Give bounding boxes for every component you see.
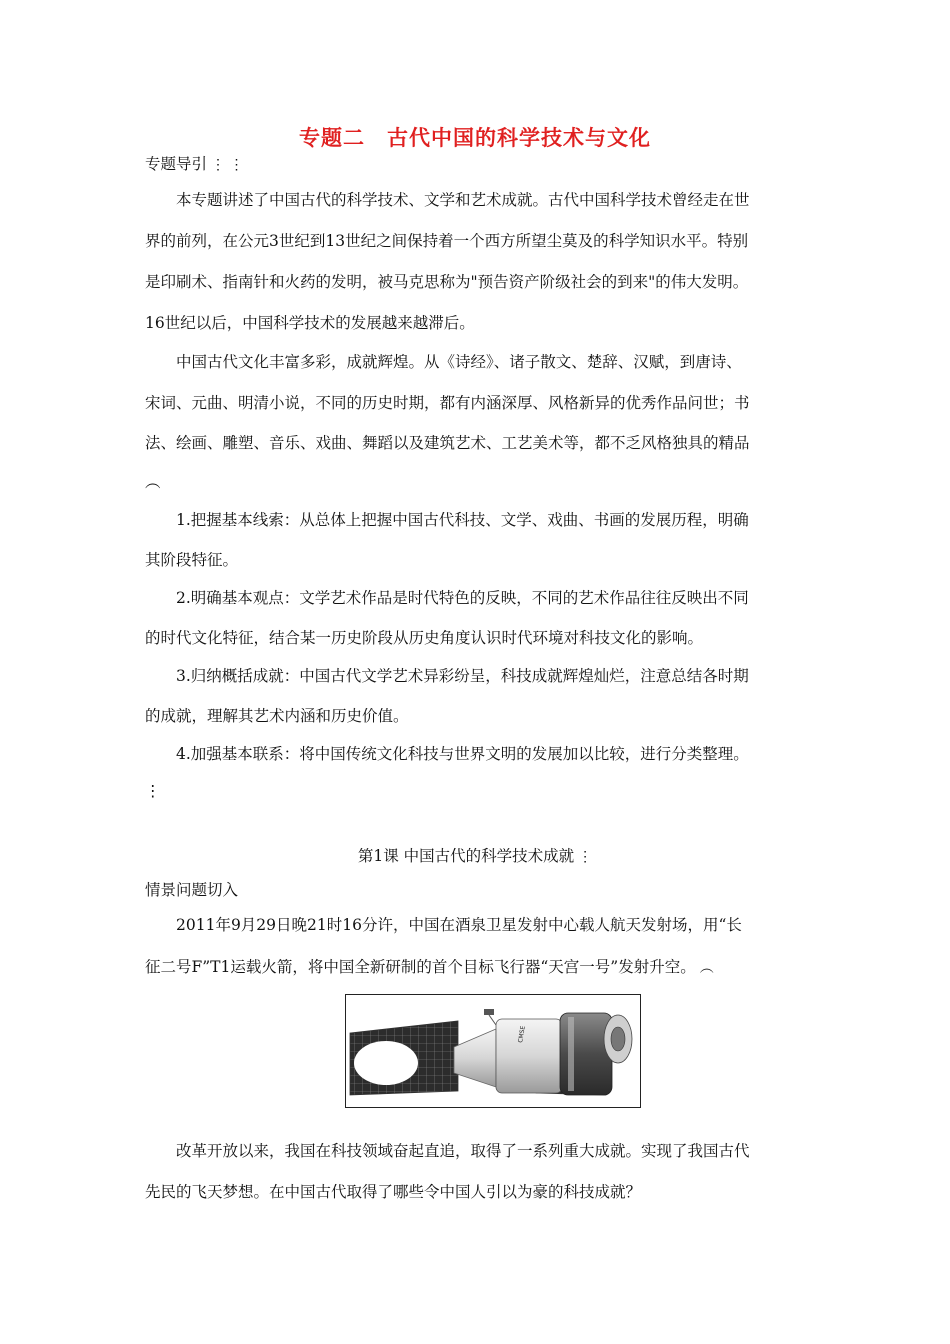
paragraph-line: 是印刷术、指南针和火药的发明，被马克思称为"预告资产阶级社会的到来"的伟大发明。	[145, 273, 749, 291]
paragraph-line: 4.加强基本联系：将中国传统文化科技与世界文明的发展加以比较，进行分类整理。	[176, 745, 749, 763]
paragraph-line: 法、绘画、雕塑、音乐、戏曲、舞蹈以及建筑艺术、工艺美术等，都不乏风格独具的精品	[145, 434, 750, 452]
paragraph-line: 本专题讲述了中国古代的科学技术、文学和艺术成就。古代中国科学技术曾经走在世	[176, 191, 750, 209]
paragraph-line: 界的前列，在公元3世纪到13世纪之间保持着一个西方所望尘莫及的科学知识水平。特别	[145, 232, 749, 250]
paragraph-line: 3.归纳概括成就：中国古代文学艺术异彩纷呈，科技成就辉煌灿烂，注意总结各时期	[176, 667, 749, 685]
guide-heading: 专题导引	[145, 155, 208, 173]
scenario-line-with-mark	[145, 955, 825, 977]
scenario-line: 征二号F”T1运载火箭，将中国全新研制的首个目标飞行器“天宫一号”发射升空。	[145, 958, 696, 976]
page-title: 专题二 古代中国的科学技术与文化	[299, 126, 651, 150]
paragraph-line: 1.把握基本线索：从总体上把握中国古代科技、文学、戏曲、书画的发展历程，明确	[176, 511, 749, 529]
paragraph-line: 的成就，理解其艺术内涵和历史价值。	[145, 707, 409, 725]
section-mark: ︵	[145, 473, 161, 491]
scenario-line: 2011年9月29日晚21时16分许，中国在酒泉卫星发射中心载人航天发射场，用“长	[176, 916, 742, 934]
paragraph-line: 宋词、元曲、明清小说，不同的历史时期，都有内涵深厚、风格新异的优秀作品问世；书	[145, 394, 750, 412]
guide-heading-line	[145, 152, 825, 174]
closing-line: 先民的飞天梦想。在中国古代取得了哪些令中国人引以为豪的科技成就？	[145, 1183, 642, 1201]
scenario-mark: ︵	[699, 960, 714, 976]
paragraph-line: 中国古代文化丰富多彩，成就辉煌。从《诗经》、诸子散文、楚辞、汉赋，到唐诗、	[176, 353, 742, 371]
section-mark: ⋮	[145, 782, 161, 800]
paragraph-line: 16世纪以后，中国科学技术的发展越来越滞后。	[145, 314, 475, 332]
guide-marks: ⋮ ⋮	[211, 157, 244, 173]
lesson-mark: ⋮	[578, 849, 593, 865]
paragraph-line: 2.明确基本观点：文学艺术作品是时代特色的反映，不同的艺术作品往往反映出不同	[176, 589, 749, 607]
tiangong-spacecraft-image	[345, 994, 641, 1108]
scenario-heading: 情景问题切入	[145, 881, 239, 899]
svg-text:CMSE: CMSE	[517, 1025, 527, 1044]
paragraph-line: 的时代文化特征，结合某一历史阶段从历史角度认识时代环境对科技文化的影响。	[145, 629, 704, 647]
paragraph-line: 其阶段特征。	[145, 551, 239, 569]
lesson-title-line	[0, 844, 950, 866]
closing-line: 改革开放以来，我国在科技领域奋起直追，取得了一系列重大成就。实现了我国古代	[176, 1142, 750, 1160]
lesson-title: 第1课 中国古代的科学技术成就	[357, 847, 575, 865]
